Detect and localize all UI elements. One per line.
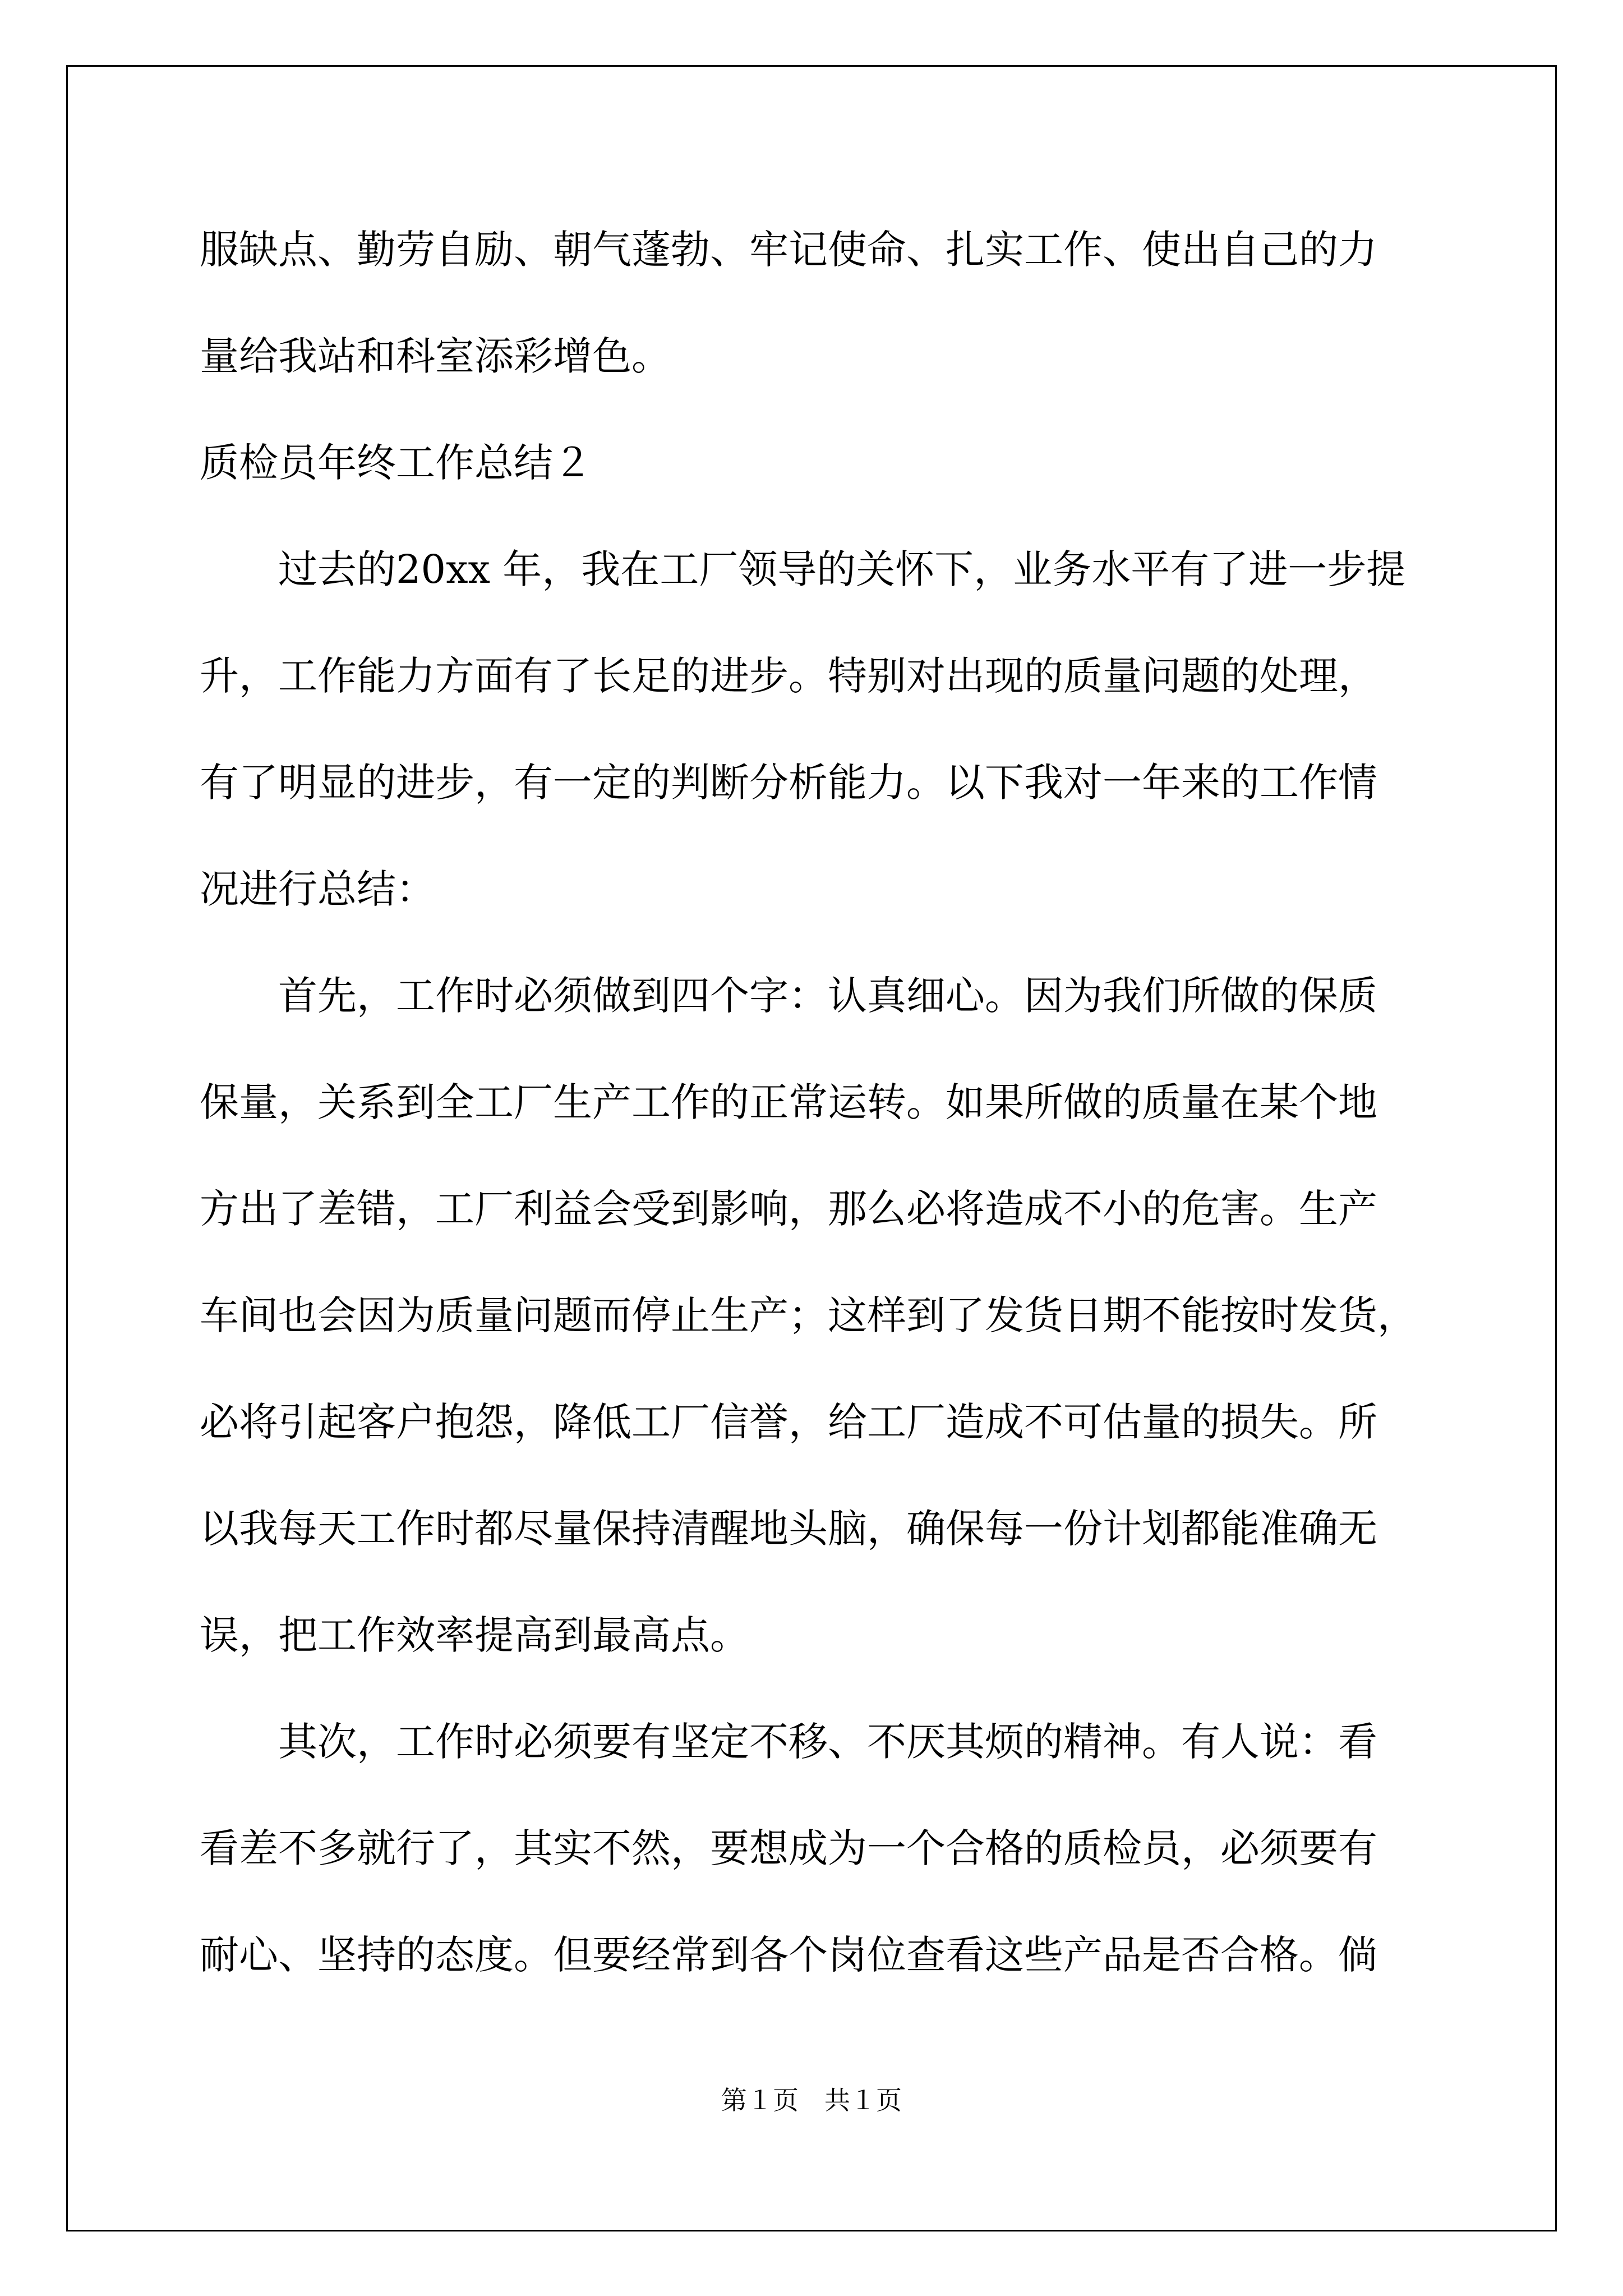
text-line: 耐心、坚持的态度。但要经常到各个岗位查看这些产品是否合格。倘 [200, 1932, 1377, 1978]
paragraph-first-line: 首先，工作时必须做到四个字：认真细心。因为我们所做的保质 [278, 973, 1377, 1019]
text-line: 服缺点、勤劳自励、朝气蓬勃、牢记使命、扎实工作、使出自己的力 [200, 227, 1377, 273]
section-heading: 质检员年终工作总结２ [200, 440, 592, 486]
page-number-footer: 第１页 共１页 [721, 2085, 902, 2115]
text-line: 看差不多就行了，其实不然，要想成为一个合格的质检员，必须要有 [200, 1825, 1377, 1871]
text-line: 况进行总结： [200, 866, 435, 912]
text-line: 必将引起客户抱怨，降低工厂信誉，给工厂造成不可估量的损失。所 [200, 1399, 1377, 1445]
text-line: 以我每天工作时都尽量保持清醒地头脑，确保每一份计划都能准确无 [200, 1506, 1377, 1552]
paragraph-first-line: 其次，工作时必须要有坚定不移、不厌其烦的精神。有人说：看 [278, 1719, 1377, 1765]
text-line: 方出了差错，工厂利益会受到影响，那么必将造成不小的危害。生产 [200, 1186, 1377, 1232]
paragraph-first-line: 过去的20xx 年，我在工厂领导的关怀下，业务水平有了进一步提 [278, 546, 1406, 592]
text-line: 误，把工作效率提高到最高点。 [200, 1612, 749, 1658]
page-border [66, 65, 1557, 2231]
text-line: 有了明显的进步，有一定的判断分析能力。以下我对一年来的工作情 [200, 760, 1377, 806]
text-line: 量给我站和科室添彩增色。 [200, 333, 671, 379]
text-line: 保量，关系到全工厂生产工作的正常运转。如果所做的质量在某个地 [200, 1079, 1377, 1125]
text-line: 车间也会因为质量问题而停止生产；这样到了发货日期不能按时发货， [200, 1292, 1417, 1338]
text-line: 升，工作能力方面有了长足的进步。特别对出现的质量问题的处理， [200, 653, 1377, 699]
